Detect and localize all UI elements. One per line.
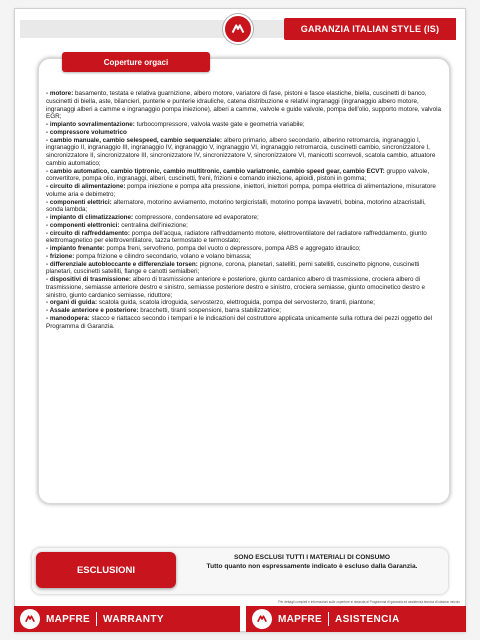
footer-brand-right: MAPFRE: [278, 613, 323, 625]
coverage-item-label: - impianto sovralimentazione:: [46, 121, 135, 128]
coverage-item-text: gruppo valvole, convertitore, pompa olio, ingranaggi, alberi, cuscinetti, freni, frizioni e comando iniezione, apioidi, pistoni in gomma;: [46, 167, 430, 183]
coverage-item: [46, 137, 444, 168]
coverage-item-text: pompa dell'acqua, radiatore raffreddamento motore, elettroventilatore del radiatore raffreddamento, giunto elettromagnetico per elettroventilatore, tazza termostato e termostato;: [46, 229, 427, 245]
coverage-item-label: - differenziale autobloccante e differenziale torsen:: [46, 260, 198, 268]
coverage-item-text: pignone, corona, planetari, satelliti, perni satelliti, cuscinetto pignone, cuscinetti planetari, cuscinetti satelliti, flange e canotti semialberi;: [46, 260, 420, 276]
coverage-item-text: pompa freni, servofreno, pompa del vuoto o depressore, pompa ABS e aggregato idraulico;: [104, 245, 361, 252]
coverage-item: [46, 168, 444, 184]
mapfre-logo-icon: [20, 609, 40, 629]
coverage-item-label: - Assale anteriore e posteriore:: [46, 307, 139, 314]
footer-asistencia-bar: [246, 606, 466, 632]
coverage-item-label: - impianto di climatizzazione:: [46, 214, 134, 221]
exclusions-line-2: Tutto quanto non espressamente indicato è escluso dalla Garanzia.: [206, 562, 418, 570]
coverage-item-label: - componenti elettrici:: [46, 198, 112, 206]
exclusions-line-1: SONO ESCLUSI TUTTI I MATERIALI DI CONSUMO: [234, 554, 390, 561]
coverage-item: [46, 253, 444, 261]
mapfre-emblem-icon: [223, 14, 253, 44]
coverage-item: [46, 276, 444, 299]
footer-brand-left: MAPFRE: [46, 613, 91, 625]
coverage-item-text: albero primario, albero secondario, alberino retromarcia, ingranaggio I, ingranaggio II, ingranaggio III, ingranaggio IV, ingranaggio V, ingranaggio VI, ingranaggio retromarcia, cuscinetti cambio, sincronizzatore I, sincronizzatore II, sincronizzatore III, sincronizzatore IV, sincronizzatore V, sincronizzatore VI, manicotti scorrevoli, scatola cambio, attuatore cambio automatico;: [46, 136, 436, 167]
coverage-item-text: pompa frizione e cilindro secondario, volano e volano bimassa;: [74, 252, 252, 260]
coverage-item-label: - organi di guida:: [46, 299, 98, 307]
coverage-item-text: alternatore, motorino avviamento, motorino tergicristalli, motorino pompa lavavetri, bobina, motorino alzacristalli, sonda lambda;: [46, 198, 426, 214]
footer-asistencia-label: ASISTENCIA: [335, 613, 400, 625]
coverage-item-text: compressore, condensatore ed evaporatore;: [133, 214, 259, 221]
coverage-item-text: turbocompressore, valvola waste gate e geometria variabile;: [134, 121, 305, 128]
exclusions-text: [196, 554, 428, 571]
coverage-item: [46, 307, 444, 315]
coverage-item: [46, 199, 444, 215]
guarantee-title-tab: GARANZIA ITALIAN STYLE (IS): [284, 18, 456, 40]
coverage-item: [46, 230, 444, 246]
footnote: Per dettagli completi e informazioni sulle coperture si rimanda al Programma di garanzia ed assistenza tecnica di ciascun veicolo: [278, 600, 460, 604]
coverage-item-label: - motore:: [46, 90, 74, 97]
coverage-item-text: centralina dell'iniezione;: [119, 221, 188, 229]
coverage-item-label: - cambio automatico, cambio tiptronic, cambio multitronic, cambio variatronic, cambio speed gear, cambio ECVT:: [46, 167, 385, 175]
exclusions-badge: ESCLUSIONI: [36, 552, 176, 588]
coverage-item: [46, 245, 444, 253]
coverage-item: [46, 121, 444, 129]
coverage-item: [46, 129, 444, 137]
coverage-item-label: - impianto frenante:: [46, 245, 105, 252]
coverage-item: [46, 315, 444, 331]
coverage-item-text: albero di trasmissione anteriore e posteriore, giunto cardanico albero di trasmissione, crociera albero di trasmissione, semiasse anteriore destro e sinistro, semiasse posteriore destro e sinistro, crociera semiasse, giunto omocinetico destro e sinistro, giunto cardanico semiasse, riduttore;: [46, 276, 426, 299]
coverage-item-label: - componenti elettronici:: [46, 221, 120, 229]
coverage-item-label: - frizione:: [46, 252, 75, 260]
footer: [14, 606, 466, 632]
coverage-item: [46, 183, 444, 199]
coverage-item: [46, 299, 444, 307]
coverage-item-label: - compressore volumetrico: [46, 128, 127, 136]
coverage-item-label: - circuito di alimentazione:: [46, 183, 126, 190]
coverage-item-text: bracchetti, tiranti sospensioni, barra stabilizzatrice;: [138, 307, 281, 314]
coverage-item: [46, 222, 444, 230]
coverage-item-label: - cambio manuale, cambio selespeed, cambio sequenziale:: [46, 136, 223, 144]
coverage-item-label: - dispositivi di trasmissione:: [46, 276, 132, 283]
coverage-item: [46, 261, 444, 277]
coverage-item-label: - circuito di raffreddamento:: [46, 229, 130, 237]
coverage-item-label: - manodopera:: [46, 314, 90, 322]
coverage-item: [46, 90, 444, 121]
footer-separator: [328, 612, 329, 626]
coverage-item: [46, 214, 444, 222]
coverage-item-text: pompa iniezione e pompa alta pressione, iniettori, iniettori pompa, pompa elettrica di alimentazione, misuratore volume aria e debimetro;: [46, 183, 436, 198]
footer-warranty-label: WARRANTY: [103, 613, 165, 625]
coverage-list: [46, 90, 444, 330]
coverage-heading: Coperture orgaci: [62, 52, 210, 72]
footer-warranty-bar: [14, 606, 240, 632]
coverage-item-text: scatola guida, scatola idroguida, servosterzo, elettroguida, pompa del servosterzo, tiranti, piantone;: [97, 299, 375, 307]
mapfre-logo-icon: [252, 609, 272, 629]
coverage-item-text: basamento, testata e relativa guarnizione, albero motore, variatore di fase, pistoni e fasce elastiche, biella, cuscinetti di banco, cuscinetti di biella, aste, bilancieri, punterie e punterie idrauliche, catena distribuzione e relativi ingranaggi (ingranaggio albero motore, ingranaggi alberi a camme e ingranaggio pompa iniezione), alberi a camme, valvole e guide valvole, pompa dell'olio, supporto motore, valvola EGR;: [46, 90, 441, 121]
coverage-item-text: stacco e riattacco secondo i tempari e le indicazioni del costruttore applicata unicamente sulla rottura dei pezzi oggetto del Programma di Garanzia.: [46, 314, 433, 330]
footer-separator: [96, 612, 97, 626]
